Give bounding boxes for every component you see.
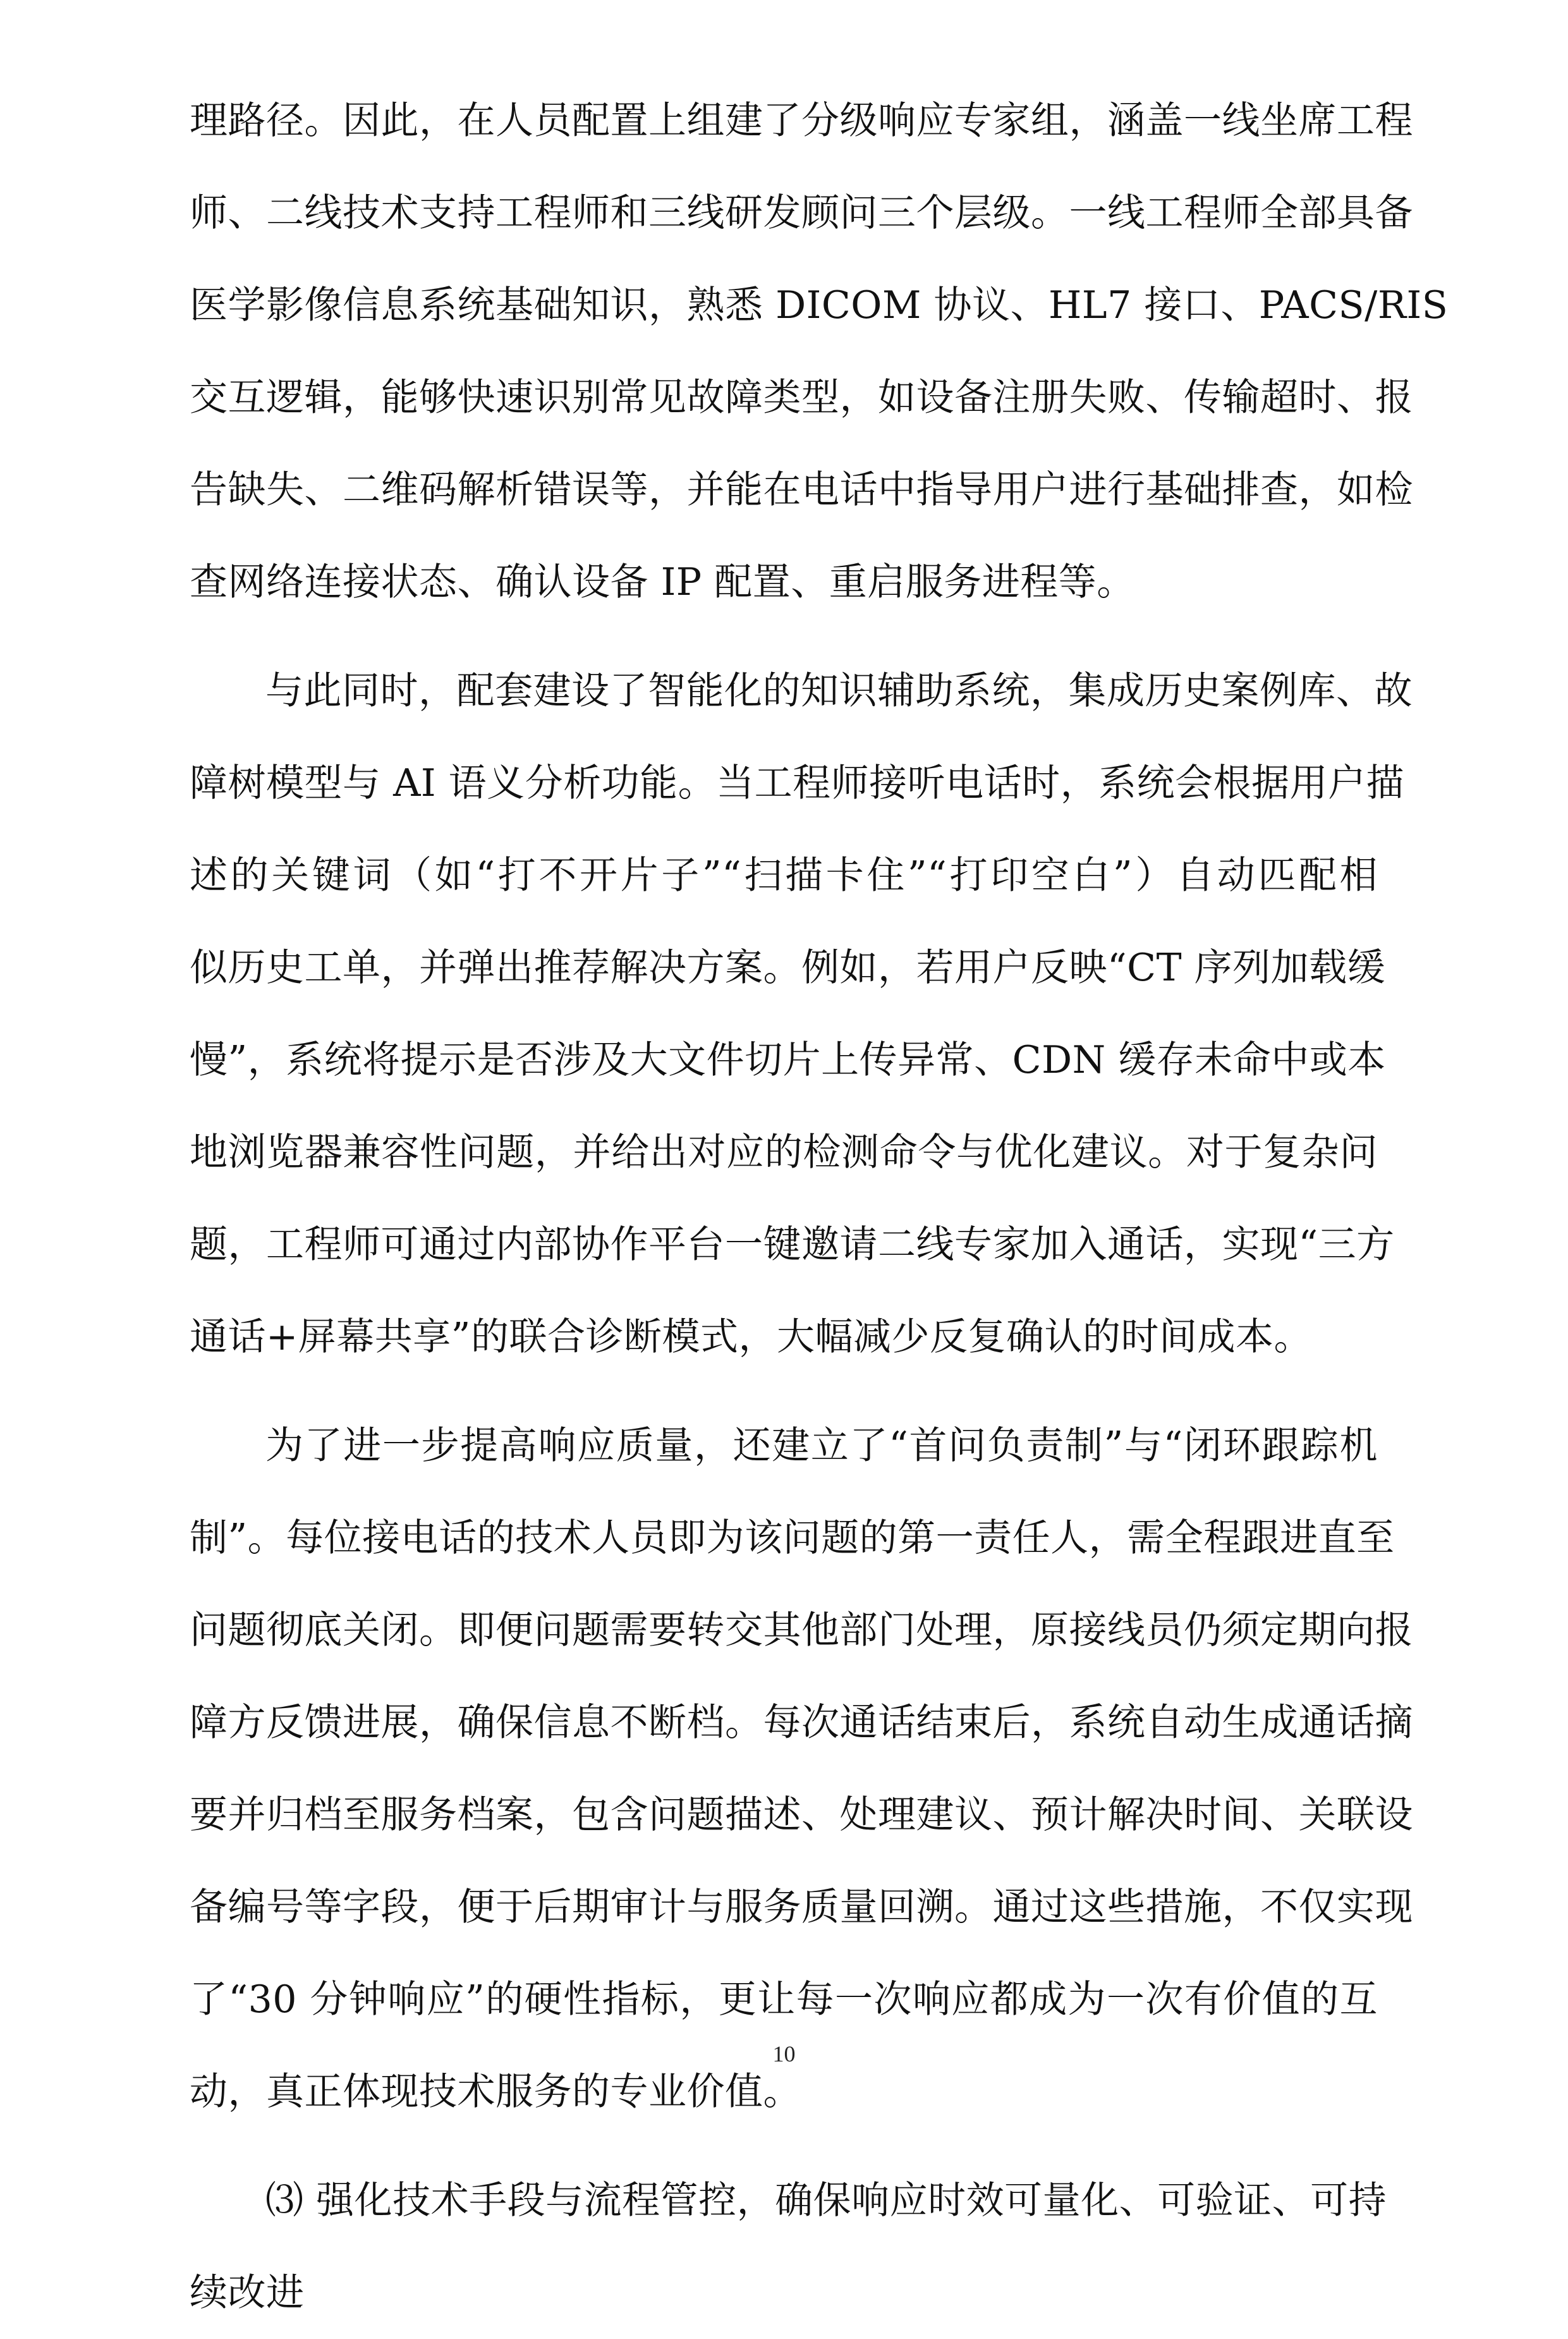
text-line: 制”。每位接电话的技术人员即为该问题的第一责任人，需全程跟进直至 — [190, 1516, 1395, 1560]
text-line: 题，工程师可通过内部协作平台一键邀请二线专家加入通话，实现“三方 — [190, 1223, 1395, 1267]
text-line: 地浏览器兼容性问题，并给出对应的检测命令与优化建议。对于复杂问 — [190, 1130, 1378, 1175]
text-line: 要并归档至服务档案，包含问题描述、处理建议、预计解决时间、关联设 — [190, 1793, 1413, 1837]
text-line: 慢”，系统将提示是否涉及大文件切片上传异常、CDN 缓存未命中或本 — [190, 1038, 1386, 1082]
text-line: 似历史工单，并弹出推荐解决方案。例如，若用户反映“CT 序列加载缓 — [190, 946, 1386, 990]
body-text — [190, 75, 1449, 2339]
paragraph-knowledge-system — [190, 645, 1413, 1383]
text-line: 告缺失、二维码解析错误等，并能在电话中指导用户进行基础排查，如检 — [190, 468, 1413, 512]
text-line: ⑶ 强化技术手段与流程管控，确保响应时效可量化、可验证、可持 — [265, 2178, 1387, 2223]
text-line: 了“30 分钟响应”的硬性指标，更让每一次响应都成为一次有价值的互 — [190, 1977, 1378, 2022]
text-line: 续改进 — [190, 2271, 305, 2315]
text-line: 问题彻底关闭。即便问题需要转交其他部门处理，原接线员仍须定期向报 — [190, 1608, 1413, 1652]
text-line: 师、二线技术支持工程师和三线研发顾问三个层级。一线工程师全部具备 — [190, 191, 1413, 235]
paragraph-spacer — [190, 2138, 1378, 2154]
paragraph-responsibility — [190, 1400, 1413, 2138]
text-line: 查网络连接状态、确认设备 IP 配置、重启服务进程等。 — [190, 560, 1135, 604]
text-line: 述的关键词（如“打不开片子”“扫描卡住”“打印空白”）自动匹配相 — [190, 853, 1378, 898]
text-line: 与此同时，配套建设了智能化的知识辅助系统，集成历史案例库、故 — [265, 669, 1413, 713]
text-line: 理路径。因此，在人员配置上组建了分级响应专家组，涵盖一线坐席工程 — [190, 99, 1413, 143]
text-line: 障树模型与 AI 语义分析功能。当工程师接听电话时，系统会根据用户描 — [190, 761, 1405, 805]
paragraph-spacer — [190, 628, 1378, 645]
page-number: 10 — [772, 2041, 796, 2067]
text-line: 医学影像信息系统基础知识，熟悉 DICOM 协议、HL7 接口、PACS/RIS — [190, 283, 1449, 327]
text-line: 动，真正体现技术服务的专业价值。 — [190, 2070, 801, 2114]
text-line: 通话+屏幕共享”的联合诊断模式，大幅减少反复确认的时间成本。 — [190, 1315, 1312, 1359]
section-heading-3 — [190, 2154, 1387, 2339]
text-line: 为了进一步提高响应质量，还建立了“首问负责制”与“闭环跟踪机 — [265, 1424, 1378, 1468]
paragraph-expert-team — [190, 75, 1449, 628]
text-line: 交互逻辑，能够快速识别常见故障类型，如设备注册失败、传输超时、报 — [190, 376, 1413, 420]
text-line: 备编号等字段，便于后期审计与服务质量回溯。通过这些措施，不仅实现 — [190, 1885, 1413, 1929]
text-line: 障方反馈进展，确保信息不断档。每次通话结束后，系统自动生成通话摘 — [190, 1701, 1413, 1745]
paragraph-spacer — [190, 1383, 1378, 1400]
